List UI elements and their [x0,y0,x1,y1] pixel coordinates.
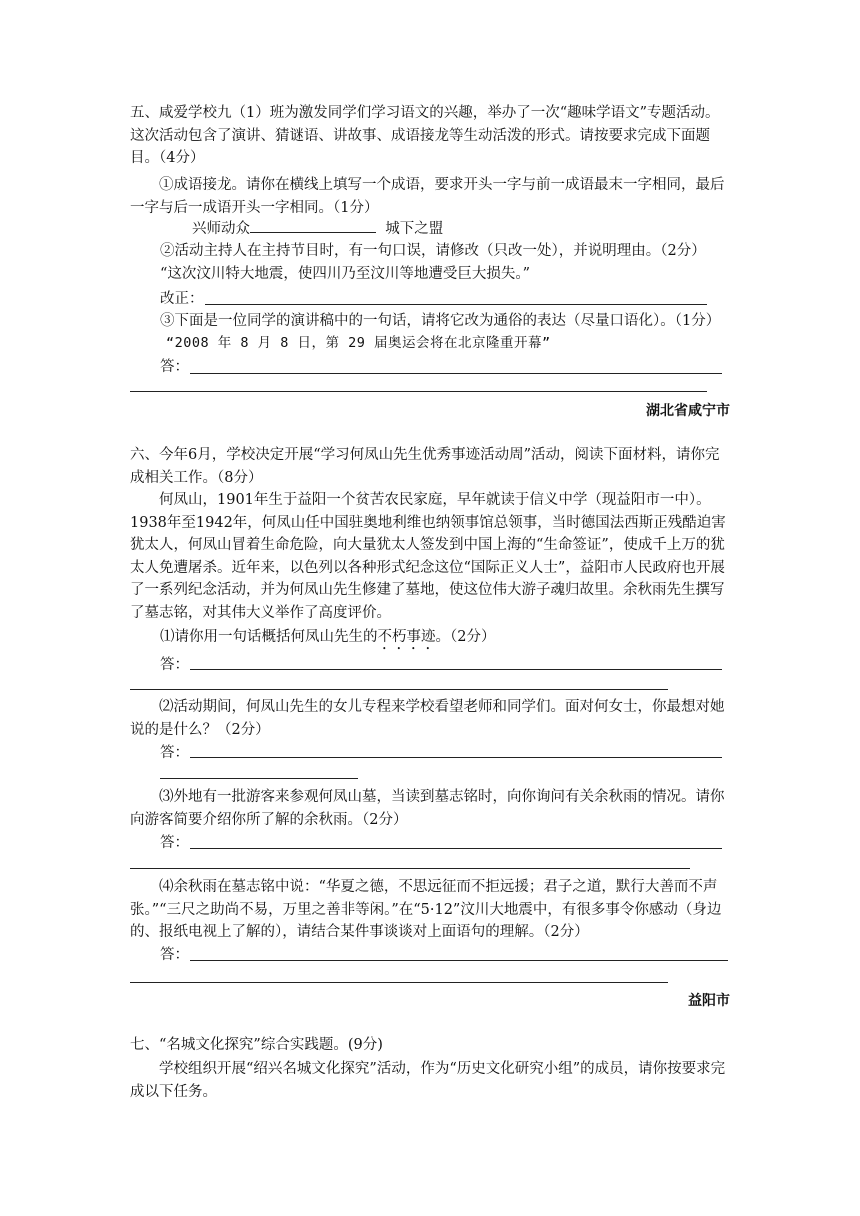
emphasis-text: 不朽事迹 [377,629,436,645]
q6-sub1-answer-line-1[interactable] [190,669,722,670]
q6-sub3: ⑶外地有一批游客来参观何凤山墓，当读到墓志铭时，向你询问有关余秋雨的情况。请你向游客简要介绍你所了解的余秋雨。（2分） [130,789,725,828]
q6-sub2-answer-label: 答： [160,745,189,761]
q5-correction [160,288,730,311]
q6-intro: 六、今年6月，学校决定开展“学习何凤山先生优秀事迹活动周”活动，阅读下面材料，请你完成相关工作。（8分） [130,447,720,486]
correction-answer-line[interactable] [205,304,707,305]
q6-sub1-answer-label: 答： [160,657,189,673]
correction-label: 改正： [160,291,204,307]
q5-answer-label: 答： [160,359,189,375]
q6-sub4-answer-line-2[interactable] [130,982,668,983]
q6-passage: 何凤山，1901年生于益阳一个贫苦农民家庭，早年就读于信义中学（现益阳市一中）。1938年至1942年，何凤山任中国驻奥地利维也纳领事馆总领事，当时德国法西斯正残酷迫害犹太人，何凤山冒着生命危险，向大量犹太人签发到中国上海的“生命签证”，使成千上万的犹太人免遭屠杀。近年来，以色列以各种形式纪念这位“国际正义人士”，益阳市人民政府也开展了一系列纪念活动，并为何凤山先生修建了墓地，使这位伟大游子魂归故里。余秋雨先生撰写了墓志铭，对其伟大义举作了高度评价。 [130,492,726,621]
q6-sub1-answer-line-2[interactable] [130,689,668,690]
q6-sub2-answer-line-2[interactable] [160,778,358,779]
q6-sub3-answer-line-2[interactable] [130,868,690,869]
q6-sub2-answer-line-1[interactable] [190,757,722,758]
q5-answer-line-2[interactable] [130,391,707,392]
q6-sub4: ⑷余秋雨在墓志铭中说：“华夏之德，不思远征而不拒远援；君子之道，默行大善而不声张。”“三尺之助尚不易，万里之善非等闲。”在“5·12”汶川大地震中，有很多事令你感动（身边的、报纸电视上了解的），请结合某件事谈谈对上面语句的理解。（2分） [130,879,722,940]
q5-item1: ①成语接龙。请你在横线上填写一个成语，要求开头一字与前一成语最末一字相同，最后一字与后一成语开头一字相同。（1分） [130,177,725,216]
q6-sub2: ⑵活动期间，何凤山先生的女儿专程来学校看望老师和同学们。面对何女士，你最想对她说的是什么？（2分） [130,699,725,738]
q6-sub4-answer-label: 答： [160,947,189,963]
q5-intro: 五、咸爱学校九（1）班为激发同学们学习语文的兴趣，举办了一次“趣味学语文”专题活动。这次活动包含了演讲、猜谜语、讲故事、成语接龙等生动活泼的形式。请按要求完成下面题目。（4分） [130,105,720,166]
q5-answer-line-1[interactable] [190,373,722,374]
q7-text: 学校组织开展“绍兴名城文化探究”活动，作为“历史文化研究小组”的成员，请你按要求完成以下任务。 [130,1061,726,1100]
q6-sub3-answer-line-1[interactable] [190,848,722,849]
q6-sub3-answer-label: 答： [160,835,189,851]
q5-item2: ②活动主持人在主持节目时，有一句口误，请修改（只改一处），并说明理由。（2分） “这次汶川特大地震，使四川乃至汶川等地遭受巨大损失。” [160,243,706,282]
idiom-chain [192,218,592,241]
q5-item3: ③下面是一位同学的演讲稿中的一句话，请将它改为通俗的表达（尽量口语化）。（1分） [160,313,721,329]
idiom-right: 城下之盟 [385,221,444,237]
q6-source: 益阳市 [688,993,730,1009]
q6-sub1: ⑴请你用一句话概括何凤山先生的不朽事迹。（2分） [160,629,496,645]
idiom-blank[interactable] [250,218,376,233]
q5-item3-quote: “2008 年 8 月 8 日，第 29 届奥运会将在北京隆重开幕” [166,335,551,351]
q5-source: 湖北省咸宁市 [646,403,730,419]
q7-intro: 七、“名城文化探究”综合实践题。(9分) [130,1037,383,1053]
q6-sub4-answer-line-1[interactable] [190,960,728,961]
idiom-left: 兴师动众 [192,221,250,237]
